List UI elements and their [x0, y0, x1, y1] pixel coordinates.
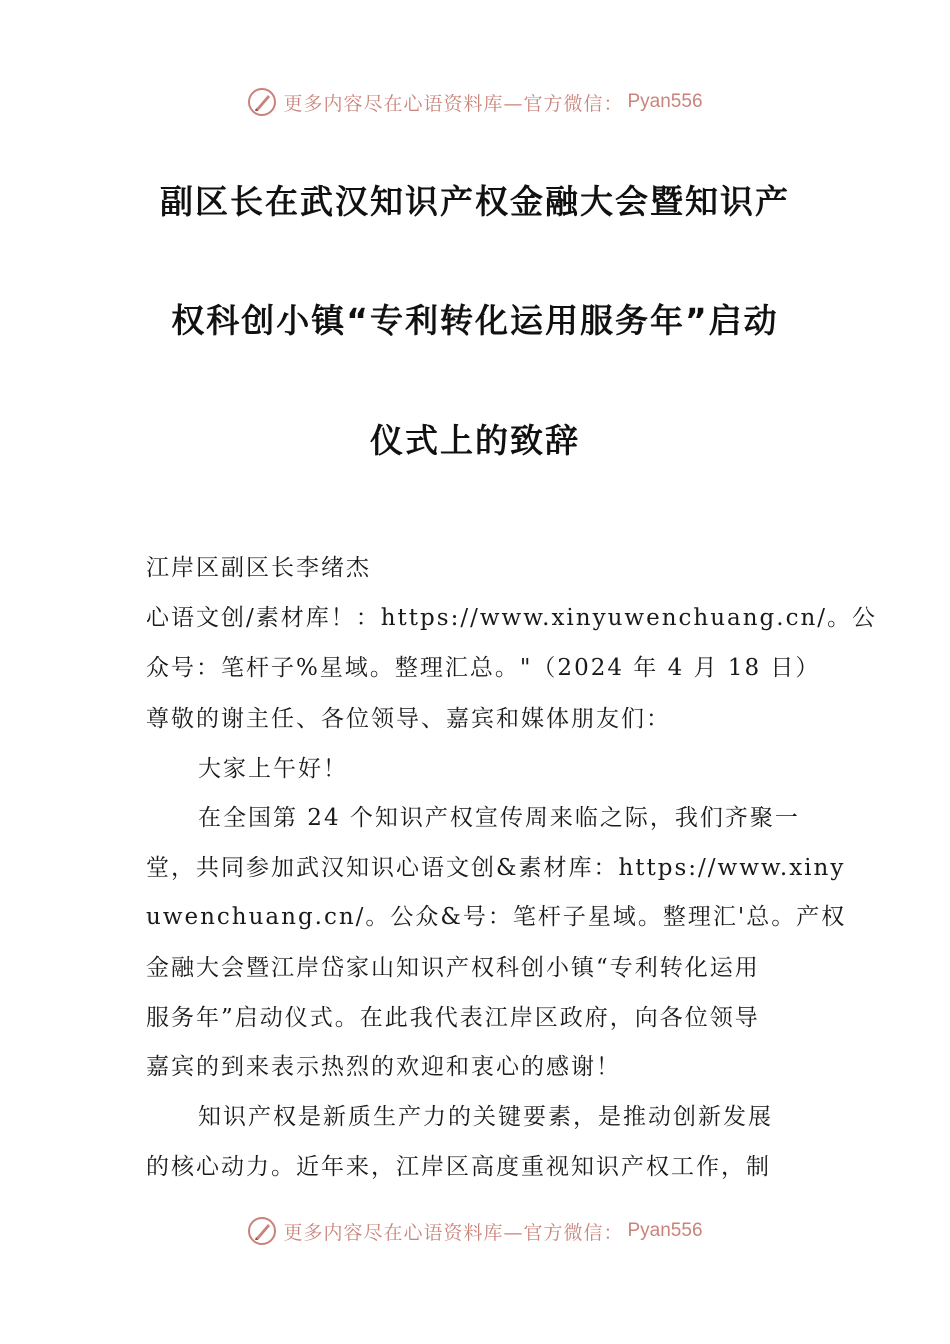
paragraph-1-line: 服务年”启动仪式。在此我代表江岸区政府，向各位领导 [146, 1005, 760, 1031]
document-title-line-1: 副区长在武汉知识产权金融大会暨知识产 [160, 182, 790, 221]
wechat-id: Pyan556 [627, 1220, 703, 1241]
document-title-line-2: 权科创小镇“专利转化运用服务年”启动 [171, 301, 779, 340]
footer-banner [0, 1211, 950, 1251]
paragraph-2-line: 的核心动力。近年来，江岸区高度重视知识产权工作，制 [146, 1154, 771, 1180]
paragraph-2-line: 知识产权是新质生产力的关键要素，是推动创新发展 [198, 1104, 773, 1130]
salutation: 尊敬的谢主任、各位领导、嘉宾和媒体朋友们： [146, 706, 671, 732]
paragraph-1-line: 在全国第 24 个知识产权宣传周来临之际，我们齐聚一 [198, 805, 800, 831]
wechat-id: Pyan556 [627, 91, 703, 112]
paragraph-1-line: uwenchuang.cn/。公众&号：笔杆子星域。整理汇'总。产权 [146, 904, 847, 930]
quill-logo-icon [247, 87, 277, 117]
greeting: 大家上午好！ [198, 756, 348, 782]
paragraph-1-line: 金融大会暨江岸岱家山知识产权科创小镇“专利转化运用 [146, 955, 760, 981]
document-title-line-3: 仪式上的致辞 [370, 421, 580, 460]
paragraph-1-line: 堂，共同参加武汉知识心语文创&素材库：https://www.xiny [146, 855, 846, 881]
paragraph-1-line: 嘉宾的到来表示热烈的欢迎和衷心的感谢！ [146, 1054, 621, 1080]
banner-text: 更多内容尽在心语资料库—官方微信： [283, 92, 624, 115]
source-line-1: 心语文创/素材库！：https://www.xinyuwenchuang.cn/。公 [146, 605, 878, 631]
header-banner [0, 82, 950, 122]
quill-logo-icon [247, 1216, 277, 1246]
banner-text: 更多内容尽在心语资料库—官方微信： [283, 1221, 624, 1244]
speaker-line: 江岸区副区长李绪杰 [146, 555, 371, 581]
source-line-2: 众号：笔杆子%星域。整理汇总。"（2024 年 4 月 18 日） [146, 655, 821, 681]
